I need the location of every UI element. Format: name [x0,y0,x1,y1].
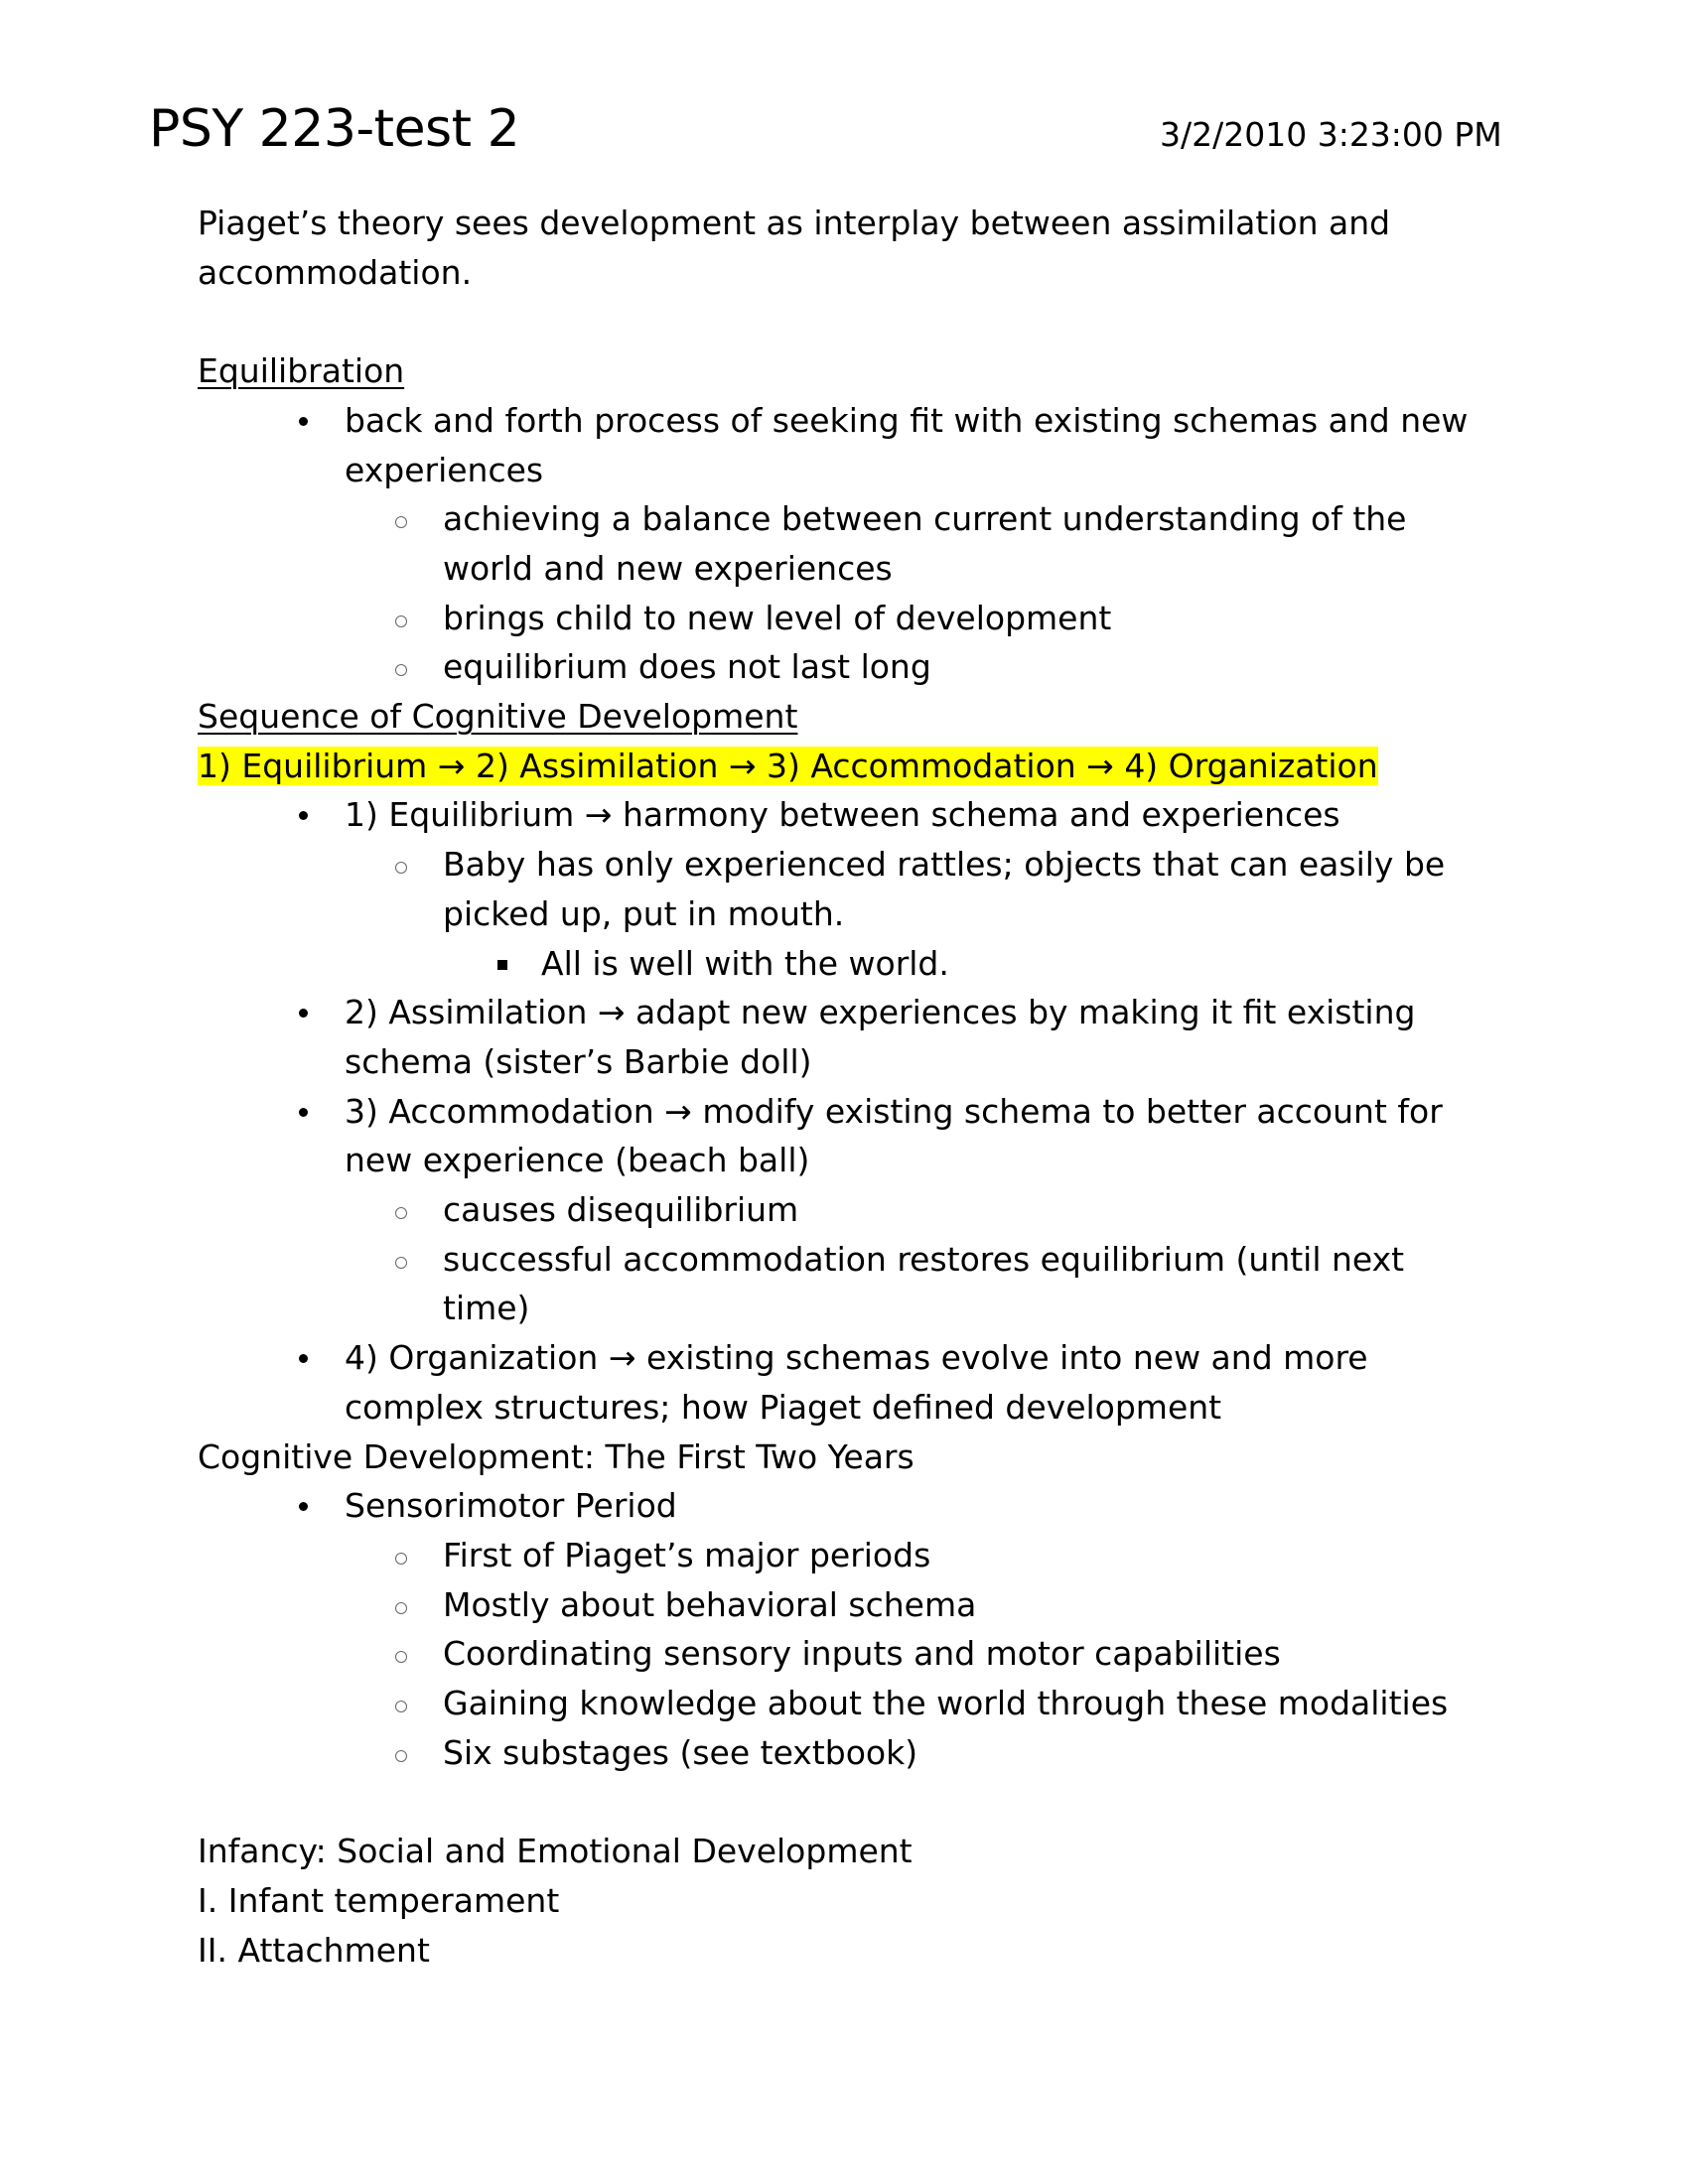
document-body [198,199,1518,1975]
sub-list-item [198,1235,1518,1285]
circle-bullet-icon [395,862,407,874]
list-item-text: back and forth process of seeking fit with existing schemas and new [345,400,1469,440]
list-item-text: Six substages (see textbook) [443,1732,918,1772]
document-title: PSY 223-test 2 [149,99,520,159]
spacer [198,297,1518,346]
list-item-text: All is well with the world. [541,943,949,983]
circle-bullet-icon [395,1207,407,1219]
section-heading-first-two-years: Cognitive Development: The First Two Years [198,1436,914,1476]
circle-bullet-icon [395,1701,407,1712]
sub-list-item-continuation: time) [443,1289,530,1328]
disc-bullet-icon [299,1108,308,1117]
heading-text: Equilibration [198,351,405,391]
sub-list-item-continuation: picked up, put in mouth. [443,893,845,933]
list-item-text: 4) Organization → existing schemas evolve into new and more [345,1338,1368,1378]
list-item-continuation: new experience (beach ball) [345,1141,810,1180]
list-item-text: Baby has only experienced rattles; objects that can easily be [443,845,1446,885]
list-item-text: Gaining knowledge about the world through these modalities [443,1684,1449,1723]
list-item [198,1481,1518,1531]
heading-text: Sequence of Cognitive Development [198,697,798,737]
highlight-text: 1) Equilibrium → 2) Assimilation → 3) Accommodation → 4) Organization [198,746,1378,785]
list-item [198,1333,1518,1383]
circle-bullet-icon [395,1257,407,1269]
list-item-text: First of Piaget’s major periods [443,1535,931,1574]
document-timestamp: 3/2/2010 3:23:00 PM [1160,115,1502,154]
list-item-continuation: complex structures; how Piaget defined development [345,1387,1222,1427]
list-item-text: Sensorimotor Period [345,1486,677,1526]
highlighted-sequence [198,742,1518,791]
circle-bullet-icon [395,1553,407,1565]
list-item-text: successful accommodation restores equilibrium (until next [443,1239,1405,1279]
square-bullet-icon [497,960,507,970]
disc-bullet-icon [299,417,308,426]
intro-line: Piaget’s theory sees development as interplay between assimilation and [198,204,1391,242]
circle-bullet-icon [395,1602,407,1614]
disc-bullet-icon [299,1354,308,1363]
sub-list-item [198,1728,1518,1778]
circle-bullet-icon [395,615,407,627]
sub-list-item [198,642,1518,692]
sub-list-item [198,1629,1518,1679]
sub-list-item-continuation: world and new experiences [443,548,893,588]
disc-bullet-icon [299,1502,308,1511]
spacer [198,1777,1518,1827]
list-item-text: achieving a balance between current understanding of the [443,499,1407,539]
circle-bullet-icon [395,664,407,676]
sub-list-item [198,1679,1518,1728]
sub-list-item [198,840,1518,889]
list-item-text: Mostly about behavioral schema [443,1584,977,1624]
circle-bullet-icon [395,1750,407,1762]
list-item-text: brings child to new level of development [443,598,1112,637]
sub-list-item [198,594,1518,643]
sub-sub-list-item [198,939,1518,989]
list-item-continuation: experiences [345,450,544,489]
outline-item: I. Infant temperament [198,1880,560,1920]
list-item-text: 3) Accommodation → modify existing schema to better account for [345,1091,1443,1131]
outline-item: II. Attachment [198,1930,430,1970]
circle-bullet-icon [395,516,407,528]
circle-bullet-icon [395,1651,407,1663]
list-item-text: 2) Assimilation → adapt new experiences by making it fit existing [345,993,1416,1032]
list-item-text: causes disequilibrium [443,1190,799,1230]
sub-list-item [198,1531,1518,1580]
list-item-text: equilibrium does not last long [443,647,931,687]
sub-list-item [198,1185,1518,1235]
list-item-text: 1) Equilibrium → harmony between schema and experiences [345,795,1340,835]
list-item-continuation: schema (sister’s Barbie doll) [345,1041,812,1081]
section-heading-infancy: Infancy: Social and Emotional Development [198,1832,913,1871]
list-item [198,1087,1518,1137]
list-item [198,396,1518,446]
sub-list-item [198,1580,1518,1630]
disc-bullet-icon [299,1009,308,1018]
sub-list-item [198,494,1518,544]
section-heading-sequence [198,692,1518,742]
section-heading-equilibration [198,346,1518,396]
intro-line: accommodation. [198,252,473,292]
list-item [198,790,1518,840]
list-item-text: Coordinating sensory inputs and motor capabilities [443,1634,1281,1674]
disc-bullet-icon [299,811,308,820]
list-item [198,988,1518,1037]
